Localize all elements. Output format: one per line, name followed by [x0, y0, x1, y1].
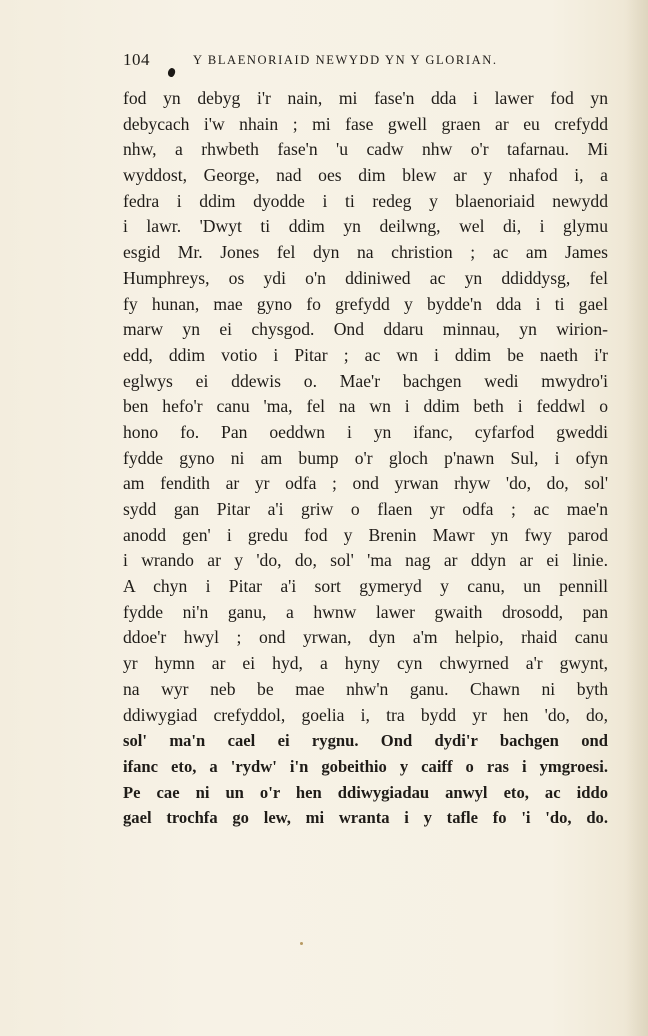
body-text [123, 86, 608, 831]
text-line: fydde gyno ni am bump o'r gloch p'nawn Sul, i ofyn [123, 447, 608, 468]
text-line: ddoe'r hwyl ; ond yrwan, dyn a'm helpio, rhaid canu [123, 627, 608, 648]
text-line: nhw, a rhwbeth fase'n 'u cadw nhw o'r tafarnau. Mi [123, 139, 608, 160]
text-line: eglwys ei ddewis o. Mae'r bachgen wedi mwydro'i [123, 370, 608, 391]
text-line: marw yn ei chysgod. Ond ddaru minnau, yn wirion- [123, 319, 608, 340]
text-line: anodd gen' i gredu fod y Brenin Mawr yn fwy parod [123, 524, 608, 545]
text-line: am fendith ar yr odfa ; ond yrwan rhyw 'do, do, sol' [123, 473, 608, 494]
text-line: i wrando ar y 'do, do, sol' 'ma nag ar ddyn ar ei linie. [123, 550, 608, 571]
running-title: Y BLAENORIAID NEWYDD YN Y GLORIAN. [193, 53, 498, 67]
text-line: fy hunan, mae gyno fo grefydd y bydde'n dda i ti gael [123, 293, 608, 314]
text-line: i lawr. 'Dwyt ti ddim yn deilwng, wel di, i glymu [123, 216, 608, 237]
text-line: esgid Mr. Jones fel dyn na christion ; ac am James [123, 242, 608, 263]
paper-speck [300, 942, 303, 945]
page-number: 104 [123, 50, 150, 69]
text-line: ddiwygiad crefyddol, goelia i, tra bydd yr hen 'do, do, [123, 704, 608, 725]
text-line: gael trochfa go lew, mi wranta i y tafle fo 'i 'do, do. [123, 808, 608, 828]
page-edge-shadow [626, 0, 648, 1036]
text-line: na wyr neb be mae nhw'n ganu. Chawn ni byth [123, 678, 608, 699]
ink-blot [167, 67, 177, 78]
text-line: yr hymn ar ei hyd, a hyny cyn chwyrned a'r gwynt, [123, 653, 608, 674]
text-line: edd, ddim votio i Pitar ; ac wn i ddim be naeth i'r [123, 344, 608, 365]
text-line: fod yn debyg i'r nain, mi fase'n dda i lawer fod yn [123, 88, 608, 108]
text-line: hono fo. Pan oeddwn i yn ifanc, cyfarfod gweddi [123, 421, 608, 442]
text-line: fedra i ddim dyodde i ti redeg y blaenoriaid newydd [123, 190, 608, 211]
text-line: A chyn i Pitar a'i sort gymeryd y canu, un pennill [123, 576, 608, 597]
text-line: ben hefo'r canu 'ma, fel na wn i ddim beth i feddwl o [123, 396, 608, 417]
text-line: ifanc eto, a 'rydw' i'n gobeithio y caiff o ras i ymgroesi. [123, 756, 608, 776]
text-line: debycach i'w nhain ; mi fase gwell graen ar eu crefydd [123, 113, 608, 134]
text-line: sol' ma'n cael ei rygnu. Ond dydi'r bachgen ond [123, 731, 608, 751]
text-line: Humphreys, os ydi o'n ddiniwed ac yn ddiddysg, fel [123, 267, 608, 288]
running-header [123, 50, 533, 72]
text-line: sydd gan Pitar a'i griw o flaen yr odfa ; ac mae'n [123, 499, 608, 519]
text-line: Pe cae ni un o'r hen ddiwygiadau anwyl eto, ac iddo [123, 782, 608, 802]
text-line: fydde ni'n ganu, a hwnw lawer gwaith drosodd, pan [123, 601, 608, 622]
text-line: wyddost, George, nad oes dim blew ar y nhafod i, a [123, 165, 608, 186]
